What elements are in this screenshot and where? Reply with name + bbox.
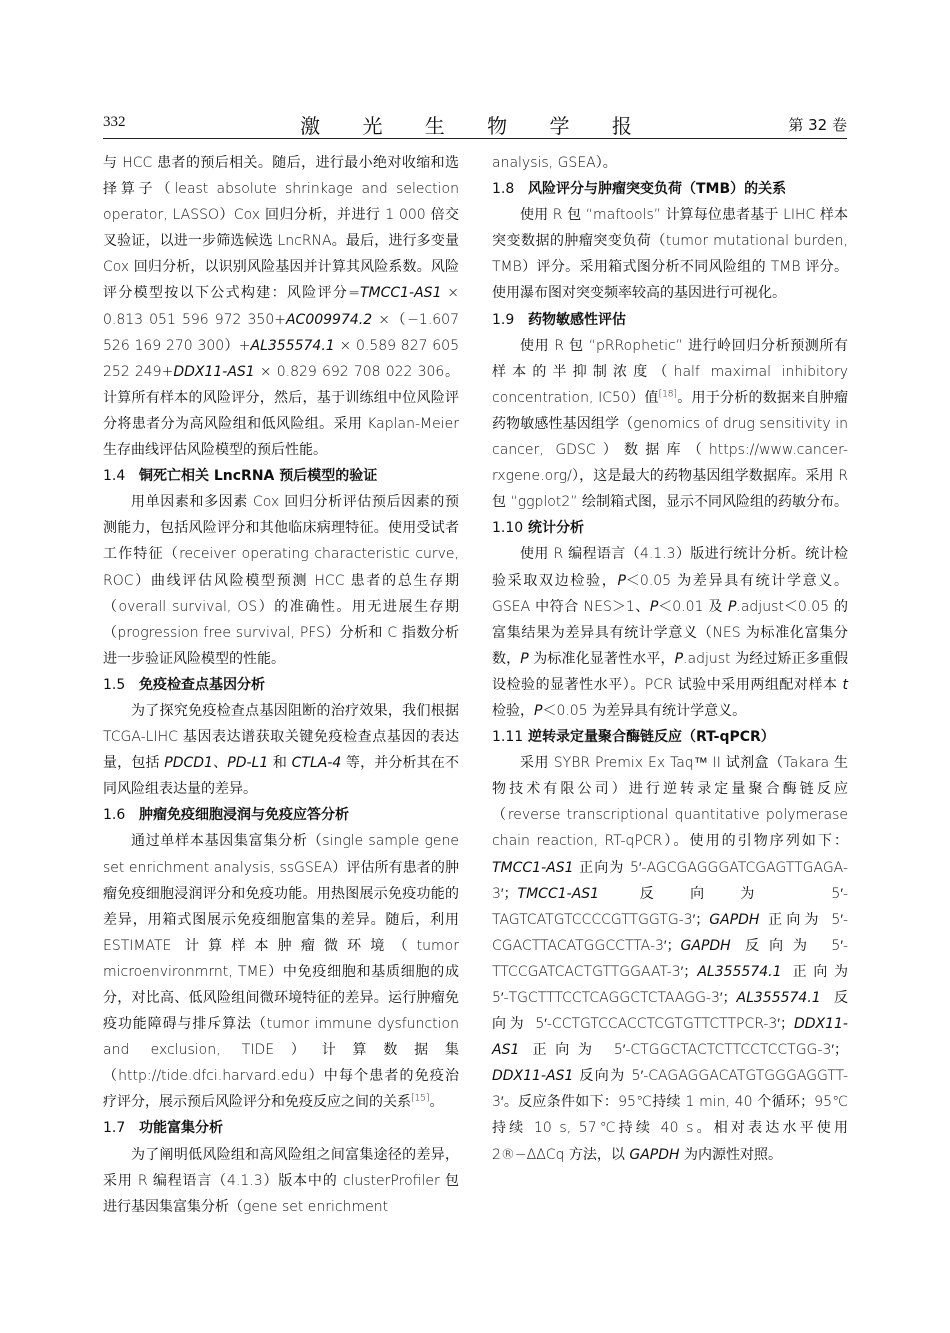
right-column [492,150,848,1168]
section-heading-1-10: 1.10 统计分析 [492,520,584,537]
citation-15[interactable]: [15] [411,1093,430,1104]
paragraph-1-8: 使用 R 包 “maftools” 计算每位患者基于 LIHC 样本突变数据的肿瘤突变负荷（tumor mutational burden, TMB）评分。采用箱式图分析不同风险组的 TMB 评分。使用瀑布图对突变频率较高的基因进行可视化。 [492,207,848,302]
section-heading-1-4: 1.4 铜死亡相关 LncRNA 预后模型的验证 [103,468,378,485]
journal-title: 激 光 生 物 学 报 [300,114,650,138]
page-header [103,112,847,139]
citation-18[interactable]: [18] [658,389,678,400]
section-heading-1-6: 1.6 肿瘤免疫细胞浸润与免疫应答分析 [103,807,349,824]
paragraph-1-9: 使用 R 包 “pRRophetic” 进行岭回归分析预测所有样本的半抑制浓度（half maximal inhibitory concentration, IC50）值[18]。用于分析的数据来自肿瘤药物敏感性基因组学（genomics of drug sensitivity in cancer, GDSC）数据库（https://www.cancer-rxgene.org/），这是最大的药物基因组学数据库。采用 R 包 “ggplot2” 绘制箱式图，显示不同风险组的药敏分布。 [492,337,848,511]
paragraph-1-7: 为了阐明低风险组和高风险组之间富集途径的差异，采用 R 编程语言（4.1.3）版本中的 clusterProfiler 包进行基因集富集分析（gene set enrichment [103,1146,459,1215]
paragraph-lasso: 与 HCC 患者的预后相关。随后，进行最小绝对收缩和选择算子（least absolute shrinkage and selection operator, LASSO）Cox 回归分析，并进行 1 000 倍交叉验证，以进一步筛选候选 LncRNA。最后，进行多变量 Cox 回归分析，以识别风险基因并计算其风险系数。风险评分模型按以下公式构建：风险评分=TMCC1-AS1 × 0.813 051 596 972 350+AC009974.2 ×（−1.607 526 169 270 300）+AL355574.1 × 0.589 827 605 252 249+DDX11-AS1 × 0.829 692 708 022 306。计算所有样本的风险评分，然后，基于训练组中位风险评分将患者分为高风险组和低风险组。采用 Kaplan-Meier 生存曲线评估风险模型的预后性能。 [103,155,459,459]
paragraph-1-10: 使用 R 编程语言（4.1.3）版进行统计分析。统计检验采取双边检验，P＜0.05 为差异具有统计学意义。GSEA 中符合 NES＞1、P＜0.01 及 P.adjust＜0.05 的富集结果为差异具有统计学意义（NES 为标准化富集分数，P 为标准化显著性水平，P.adjust 为经过矫正多重假设检验的显著性水平）。PCR 试验中采用两组配对样本 t 检验，P＜0.05 为差异具有统计学意义。 [492,546,849,719]
section-heading-1-8: 1.8 风险评分与肿瘤突变负荷（TMB）的关系 [492,181,787,198]
paragraph-1-7-continued: analysis, GSEA）。 [492,155,617,171]
section-heading-1-7: 1.7 功能富集分析 [103,1120,223,1137]
paragraph-1-5: 为了探究免疫检查点基因阻断的治疗效果，我们根据 TCGA-LIHC 基因表达谱获取关键免疫检查点基因的表达量，包括 PDCD1、PD-L1 和 CTLA-4 等，并分析其在不同风险组表达量的差异。 [103,702,460,798]
volume-label: 第 32 卷 [788,116,847,134]
paragraph-1-4: 用单因素和多因素 Cox 回归分析评估预后因素的预测能力，包括风险评分和其他临床病理特征。使用受试者工作特征（receiver operating characteristic curve, ROC）曲线评估风险模型预测 HCC 患者的总生存期（overall survival, OS）的准确性。用无进展生存期（progression free survival, PFS）分析和 C 指数分析进一步验证风险模型的性能。 [103,494,459,667]
page-number: 332 [103,114,126,130]
section-heading-1-5: 1.5 免疫检查点基因分析 [103,676,265,693]
section-heading-1-9: 1.9 药物敏感性评估 [492,311,626,328]
left-column [103,150,459,1220]
paragraph-1-11: 采用 SYBR Premix Ex Taq™ II 试剂盒（Takara 生物技术有限公司）进行逆转录定量聚合酶链反应（reverse transcriptional quantitative polymerase chain reaction, RT-qPCR）。使用的引物序列如下：TMCC1-AS1 正向为 5′-AGCGAGGGATCGAGTTGAGA-3′；TMCC1-AS1 反向为 5′-TAGTCATGTCCCCGTTGGTG-3′；GAPDH 正向为 5′-CGACTTACATGGCCTTA-3′；GAPDH 反向为 5′-TTCCGATCACTGTTGGAAT-3′；AL355574.1 正向为 5′-TGCTTTCCTCAGGCTCTAAGG-3′；AL355574.1 反向为 5′-CCTGTCCACCTCGTGTTCTTPCR-3′；DDX11-AS1 正向为 5′-CTGGCTACTCTTCCTCCTGG-3′；DDX11-AS1 反向为 5′-CAGAGGACATGTGGGAGGTT-3′。反应条件如下：95℃持续 1 min, 40 个循环；95℃持续 10 s, 57℃持续 40 s。相对表达水平使用 2®−ΔΔCq 方法，以 GAPDH 为内源性对照。 [492,755,848,1163]
section-heading-1-11: 1.11 逆转录定量聚合酶链反应（RT-qPCR） [492,729,775,746]
paragraph-1-6: 通过单样本基因集富集分析（single sample gene set enrichment analysis, ssGSEA）评估所有患者的肿瘤免疫细胞浸润评分和免疫功能。用热图展示免疫功能的差异，用箱式图展示免疫细胞富集的差异。随后，利用 ESTIMATE 计算样本肿瘤微环境（tumor microenvironmrnt, TME）中免疫细胞和基质细胞的成分，对比高、低风险组间微环境特征的差异。运行肿瘤免疫功能障碍与排斥算法（tumor immune dysfunction and exclusion, TIDE）计算数据集（http://tide.dfci.harvard.edu）中每个患者的免疫治疗评分，展示预后风险评分和免疫反应之间的关系[15]。 [103,833,459,1111]
